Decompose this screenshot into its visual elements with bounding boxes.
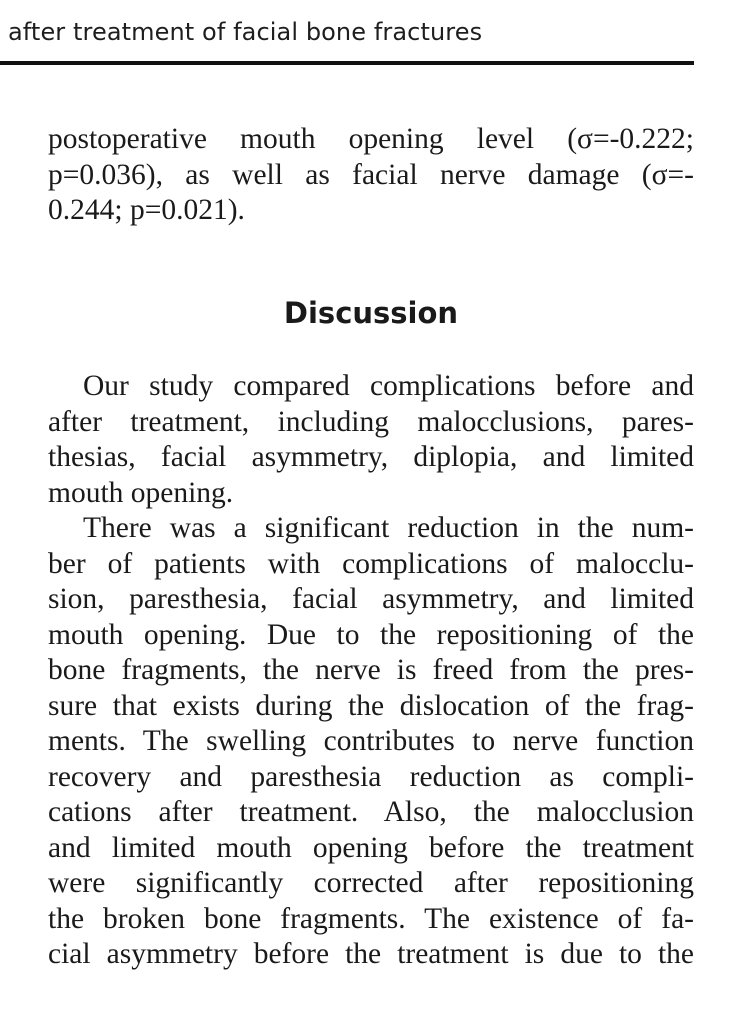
text-line: after treatment, including malocclusions, pares- <box>48 405 694 438</box>
text-line: sion, paresthesia, facial asymmetry, and limited <box>48 583 694 615</box>
text-line: were significantly corrected after repositioning <box>48 867 694 899</box>
text-line: and limited mouth opening before the treatment <box>48 831 694 864</box>
text-line: ments. The swelling contributes to nerve function <box>48 725 694 757</box>
text-line: cations after treatment. Also, the malocclusion <box>48 796 694 828</box>
text-line: sure that exists during the dislocation of the frag- <box>48 689 694 722</box>
text-line: 0.244; p=0.021). <box>48 194 245 226</box>
discussion-paragraph-2 <box>48 511 694 973</box>
text-line: ber of patients with complications of malocclu- <box>48 547 694 580</box>
text-line: There was a significant reduction in the num- <box>83 512 694 544</box>
text-line: p=0.036), as well as facial nerve damage (σ=- <box>48 158 694 191</box>
discussion-paragraph-1 <box>48 369 694 511</box>
text-line: the broken bone fragments. The existence of fa- <box>48 902 694 935</box>
text-line: Our study compared complications before and <box>83 370 694 402</box>
text-line: cial asymmetry before the treatment is due to the <box>48 938 694 970</box>
text-line: postoperative mouth opening level (σ=-0.222; <box>48 123 694 155</box>
running-header-title: after treatment of facial bone fractures <box>8 18 483 46</box>
text-line: bone fragments, the nerve is freed from the pres- <box>48 654 694 686</box>
section-heading-discussion: Discussion <box>283 296 459 330</box>
text-line: mouth opening. <box>48 476 234 509</box>
text-line: mouth opening. Due to the repositioning of the <box>48 618 694 651</box>
text-line: recovery and paresthesia reduction as compli- <box>48 760 694 793</box>
header-rule <box>0 61 694 65</box>
text-line: thesias, facial asymmetry, diplopia, and limited <box>48 441 694 473</box>
continuation-paragraph <box>48 122 694 229</box>
